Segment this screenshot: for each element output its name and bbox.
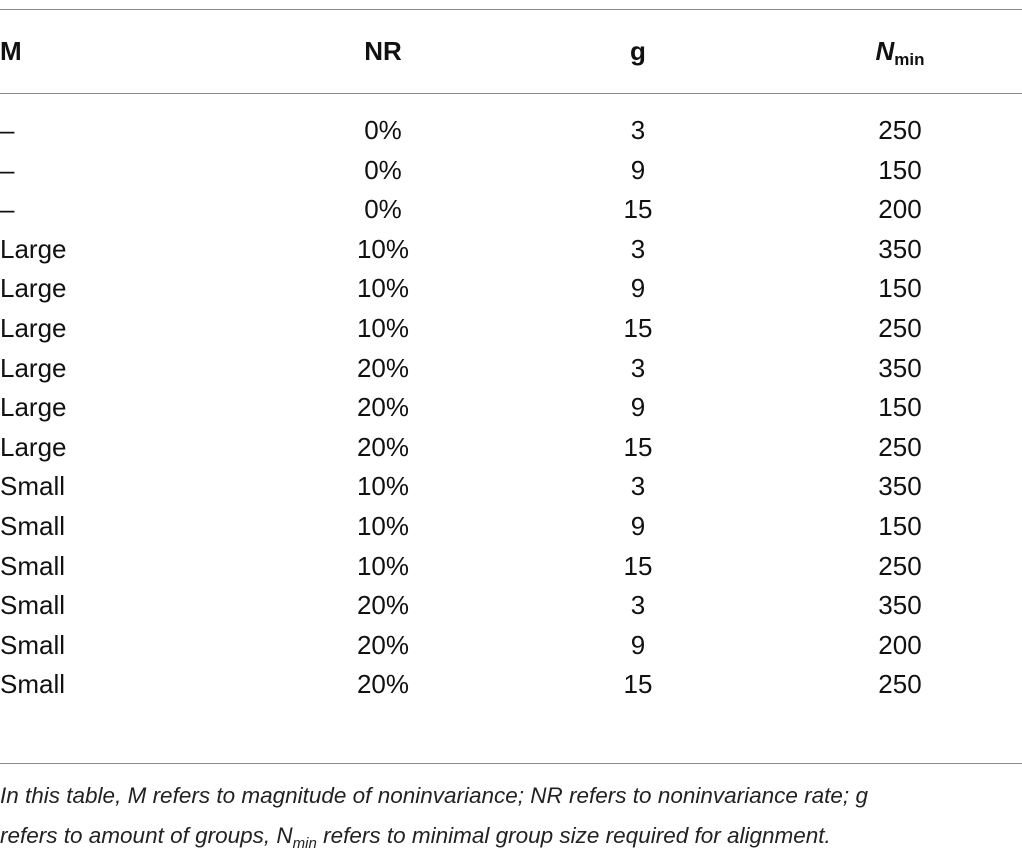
cell-g: 9	[630, 154, 646, 185]
cell-m: Large	[0, 352, 67, 383]
cell-g: 9	[630, 273, 646, 304]
header-n-main: N	[875, 36, 895, 66]
cell-nr: 10%	[356, 550, 410, 581]
table-bottom-rule	[0, 763, 1022, 764]
cell-g: 15	[623, 431, 653, 462]
cell-nr: 0%	[364, 115, 402, 145]
footnote-line-1: In this table, M refers to magnitude of noninvariance; NR refers to noninvariance rate; g	[0, 783, 868, 808]
cell-nmin: 250	[878, 550, 922, 581]
cell-nmin: 150	[878, 273, 922, 304]
footnote-line-2-pre: refers to amount of groups, N	[0, 823, 293, 848]
cell-nr: 10%	[356, 313, 410, 343]
cell-nmin: 250	[878, 115, 922, 145]
table-footnote	[0, 776, 1022, 859]
cell-m: Large	[0, 392, 67, 423]
cell-nmin: 350	[878, 233, 922, 264]
header-nmin	[800, 29, 1000, 77]
cell-nmin: 150	[878, 154, 922, 185]
table-row	[0, 308, 1022, 348]
table-row	[0, 664, 1022, 704]
cell-g: 9	[630, 511, 646, 541]
cell-g: 3	[630, 352, 646, 383]
cell-m: Large	[0, 313, 67, 343]
header-m: M	[0, 36, 22, 66]
cell-m: –	[0, 154, 15, 185]
cell-m: Small	[0, 669, 66, 700]
table-row	[0, 229, 1022, 269]
cell-nmin: 250	[878, 313, 922, 343]
cell-nr: 20%	[356, 669, 410, 700]
footnote-line-2-sub: min	[292, 835, 317, 852]
cell-g: 3	[630, 471, 646, 502]
cell-nr: 20%	[356, 629, 410, 660]
cell-nr: 10%	[356, 471, 410, 502]
table-row	[0, 150, 1022, 190]
cell-nmin: 250	[878, 431, 922, 462]
table-row	[0, 506, 1022, 546]
table-header-rule	[0, 93, 1022, 94]
table-row	[0, 387, 1022, 427]
cell-nmin: 150	[878, 511, 922, 541]
cell-g: 15	[623, 313, 653, 343]
cell-nr: 20%	[356, 590, 410, 621]
cell-nmin: 250	[878, 669, 922, 700]
table-row	[0, 427, 1022, 467]
cell-nr: 10%	[356, 273, 410, 304]
cell-nmin: 150	[878, 392, 922, 423]
cell-g: 9	[630, 629, 646, 660]
cell-m: Large	[0, 273, 67, 304]
table-row	[0, 625, 1022, 665]
cell-m: Large	[0, 233, 67, 264]
table-row	[0, 348, 1022, 388]
cell-m: –	[0, 194, 15, 225]
cell-nr: 20%	[356, 352, 410, 383]
cell-nmin: 350	[878, 352, 922, 383]
cell-nr: 10%	[356, 511, 410, 541]
table-top-rule	[0, 9, 1022, 10]
cell-g: 3	[630, 233, 646, 264]
cell-m: Small	[0, 550, 66, 581]
cell-nmin: 350	[878, 471, 922, 502]
table-row	[0, 268, 1022, 308]
cell-m: Small	[0, 471, 66, 502]
cell-g: 15	[623, 550, 653, 581]
header-n-sub: min	[894, 50, 925, 69]
cell-nmin: 200	[878, 194, 922, 225]
cell-nr: 0%	[364, 154, 402, 185]
cell-g: 3	[630, 590, 646, 621]
table-row	[0, 110, 1022, 150]
footnote-line-2	[0, 816, 1022, 859]
table-header-row	[0, 29, 1022, 73]
footnote-line-2-post: refers to minimal group size required for alignment.	[316, 823, 831, 848]
cell-g: 9	[630, 392, 646, 423]
table-row	[0, 546, 1022, 586]
cell-nr: 20%	[356, 431, 410, 462]
cell-m: –	[0, 115, 15, 145]
cell-nr: 20%	[356, 392, 410, 423]
cell-m: Small	[0, 511, 66, 541]
cell-nmin: 200	[878, 629, 922, 660]
header-nr: NR	[364, 36, 402, 66]
cell-g: 3	[630, 115, 646, 145]
table-row	[0, 585, 1022, 625]
cell-m: Large	[0, 431, 67, 462]
cell-nr: 0%	[364, 194, 402, 225]
cell-m: Small	[0, 590, 66, 621]
cell-nr: 10%	[356, 233, 410, 264]
cell-nmin: 350	[878, 590, 922, 621]
header-g: g	[630, 36, 646, 66]
table-row	[0, 189, 1022, 229]
cell-g: 15	[623, 194, 653, 225]
table-row	[0, 466, 1022, 506]
cell-g: 15	[623, 669, 653, 700]
cell-m: Small	[0, 629, 66, 660]
